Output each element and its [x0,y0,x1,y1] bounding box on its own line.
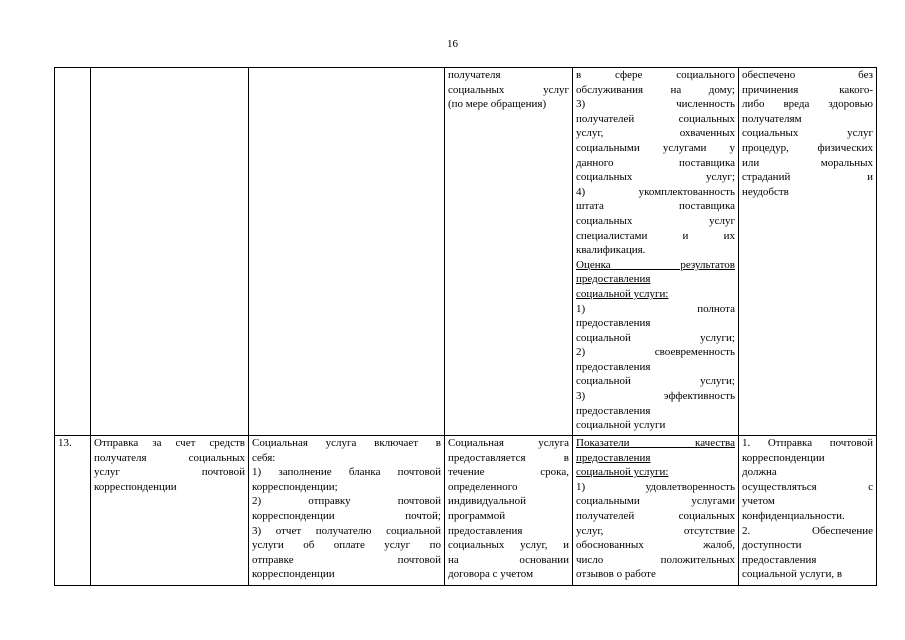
text-line: корреспонденции; [252,480,338,493]
cell-conditions [739,436,877,586]
text-line: 1) удовлетворенность [576,480,735,493]
text-line: 3) эффективность [576,390,735,403]
cell-terms [445,436,573,586]
text-line: обеспечено без [742,69,873,81]
text-line: обслуживания на дому; [576,83,735,96]
text-line: социальных услуг, и [448,539,569,552]
text-line: Социальная услуга [448,437,569,449]
text-line: 4) укомплектованность [576,185,735,198]
text-line: услуг, отсутствие [576,524,735,537]
text-line: корреспонденции [252,568,335,581]
text-line: Показатели качества [576,437,735,449]
text-line: услуг, охваченных [576,127,735,140]
text-line: течение срока, [448,466,569,479]
text-line: получателям [742,112,802,125]
text-line: предоставления [576,273,651,286]
cell-quality-indicators [573,68,739,436]
text-line: Отправка за счет средств [94,437,245,449]
table-row-continued [55,68,877,436]
text-line: 2) отправку почтовой [252,495,441,508]
text-line: 3) отчет получателю социальной [252,524,441,537]
text-line: получателей социальных [576,112,735,125]
cell-terms [445,68,573,436]
cell-service-name [91,436,249,586]
text-line: конфиденциальности. [742,509,845,522]
text-line: услуги об оплате услуг по [252,539,441,552]
text-line: число положительных [576,553,735,566]
text-line: отправке почтовой [252,553,441,566]
text-line: отзывов о работе [576,568,656,581]
text-line: на основании [448,553,569,566]
text-line: социальной услуги [576,419,666,432]
text-line: индивидуальной [448,495,527,508]
text-line: корреспонденции почтой; [252,509,441,522]
text-line: обоснованных жалоб, [576,539,735,552]
table-row-13 [55,436,877,586]
text-line: определенного [448,480,518,493]
text-line: социальных услуг [742,127,873,140]
text-line: социальных услуг [576,214,735,227]
text-line: или моральных [742,156,873,169]
text-line: социальной услуги: [576,466,669,479]
cell-conditions [739,68,877,436]
text-line: социальных услуг; [576,171,735,184]
text-line: 2) своевременность [576,346,735,359]
cell-service-description [249,436,445,586]
text-line: страданий и [742,171,873,184]
text-line: Социальная услуга включает в [252,437,441,449]
text-line: предоставляется в [448,451,569,464]
cell-service-description [249,68,445,436]
text-line: 2. Обеспечение [742,524,873,537]
text-line: корреспонденции [94,480,177,493]
text-line: предоставления [742,553,817,566]
cell-service-name [91,68,249,436]
text-line: социальной услуги; [576,375,735,388]
text-line: получателя социальных [94,451,245,464]
cell-number [55,436,91,586]
text-line: предоставления [576,317,651,330]
text-line: социальными услугами у [576,141,735,154]
text-line: данного поставщика [576,156,735,169]
text-line: причинения какого- [742,83,873,96]
text-line: неудобств [742,185,789,198]
cell-number [55,68,91,436]
text-line: социальных услуг [448,83,569,96]
text-line: 1) заполнение бланка почтовой [252,466,441,479]
text-line: 1. Отправка почтовой [742,437,873,449]
text-line: получателя [448,69,501,81]
text-line: социальной услуги, в [742,568,843,581]
text-line: квалификация. [576,244,646,257]
row-number: 13. [58,437,72,449]
text-line: предоставления [448,524,523,537]
text-line: предоставления [576,404,651,417]
text-line: специалистами и их [576,229,735,242]
text-line: договора с учетом [448,568,534,581]
text-line: услуг почтовой [94,466,245,479]
services-table [54,67,877,586]
text-line: получателей социальных [576,509,735,522]
cell-quality-indicators [573,436,739,586]
text-line: (по мере обращения) [448,98,547,111]
text-line: учетом [742,495,775,508]
text-line: доступности [742,539,802,552]
text-line: осуществляться с [742,480,873,493]
text-line: либо вреда здоровью [742,98,873,111]
text-line: 1) полнота [576,302,735,315]
text-line: предоставления [576,360,651,373]
text-line: программой [448,509,506,522]
text-line: 3) численность [576,98,735,111]
text-line: в сфере социального [576,69,735,81]
text-line: процедур, физических [742,141,873,154]
text-line: себя: [252,451,276,464]
text-line: корреспонденции [742,451,825,464]
text-line: штата поставщика [576,200,735,213]
text-line: должна [742,466,777,479]
text-line: социальной услуги: [576,287,669,300]
text-line: социальной услуги; [576,331,735,344]
text-line: Оценка результатов [576,258,735,271]
text-line: предоставления [576,451,651,464]
page-number: 16 [447,38,458,50]
text-line: социальными услугами [576,495,735,508]
